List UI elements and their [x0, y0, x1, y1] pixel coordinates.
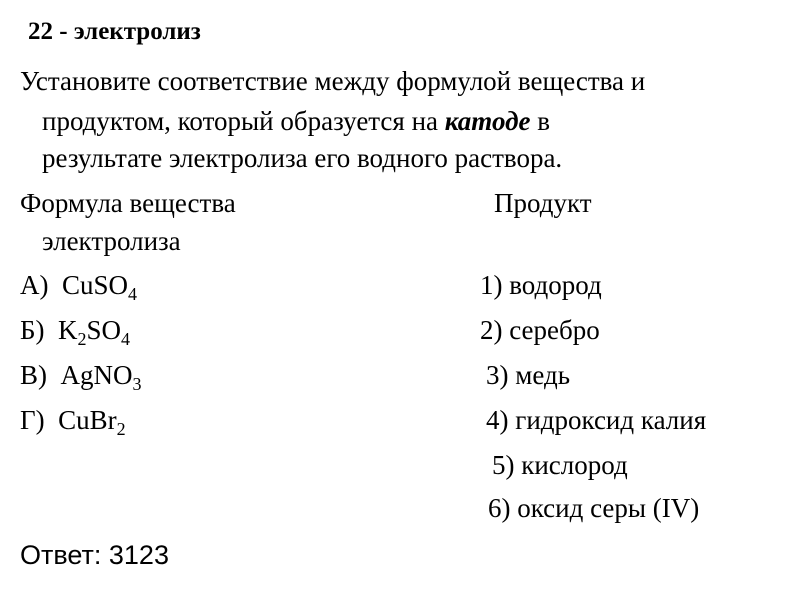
substance-label: Б)	[20, 315, 45, 345]
formula-subscript: 2	[77, 329, 87, 349]
substance-row	[20, 315, 131, 349]
header-product-continued: электролиза	[42, 226, 181, 256]
task-text-line-1: Установите соответствие между формулой вещества и	[20, 66, 646, 96]
task-text-line-3: результате электролиза его водного раствора.	[42, 143, 563, 173]
task-text-line-2-start: продуктом, который образуется на	[42, 106, 445, 136]
task-text-line-2-end: в	[530, 106, 550, 136]
task-text-line-2	[42, 108, 550, 135]
task-title: 22 - электролиз	[28, 18, 201, 45]
substance-row	[20, 360, 142, 394]
product-option: 4) гидроксид калия	[486, 405, 707, 435]
product-option: 3) медь	[486, 360, 571, 390]
substance-label: Г)	[20, 405, 45, 435]
substance-row	[20, 405, 126, 439]
product-option: 6) оксид серы (IV)	[488, 493, 700, 523]
product-option: 2) серебро	[480, 315, 600, 345]
formula-part: SO	[86, 315, 122, 345]
substance-label: В)	[20, 360, 47, 390]
formula-subscript: 3	[132, 374, 142, 394]
formula-subscript: 4	[128, 284, 138, 304]
formula-part: CuSO	[62, 270, 129, 300]
product-option: 1) водород	[480, 270, 602, 300]
cathode-emphasis: катоде	[444, 106, 531, 136]
formula-subscript: 2	[116, 419, 126, 439]
substance-row	[20, 270, 138, 304]
formula-part: CuBr	[58, 405, 117, 435]
product-option: 5) кислород	[492, 450, 628, 480]
formula-subscript: 4	[121, 329, 131, 349]
formula-part: AgNO	[60, 360, 133, 390]
answer-text: Ответ: 3123	[20, 540, 169, 570]
substance-label: А)	[20, 270, 49, 300]
header-substance-formula: Формула вещества	[20, 188, 236, 218]
formula-part: K	[58, 315, 78, 345]
header-product: Продукт	[494, 188, 592, 218]
